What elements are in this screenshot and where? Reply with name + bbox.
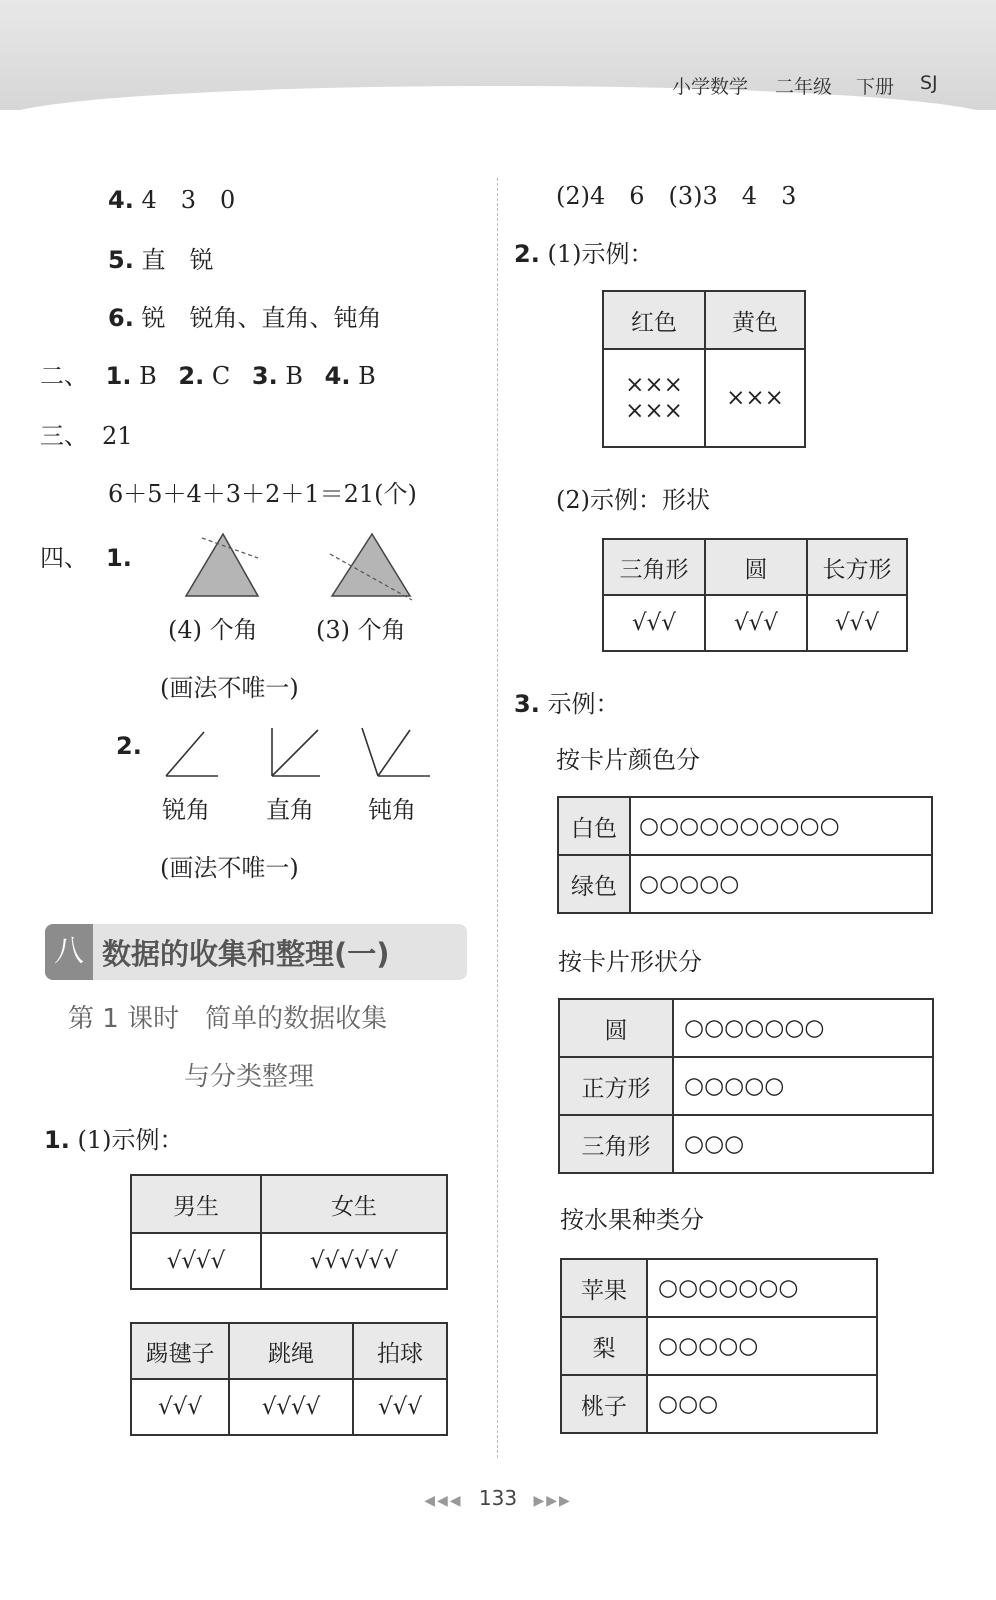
- by-shape-key-3: 三角形: [559, 1115, 673, 1173]
- lesson-title-2: 与分类整理: [184, 1062, 315, 1092]
- by-color-val-2: ○○○○○: [630, 855, 932, 913]
- by-shape-key-1: 圆: [559, 999, 673, 1057]
- angle-label-acute: 锐角: [162, 796, 210, 824]
- triangle-2-label: (3) 个角: [316, 616, 406, 644]
- question-3: 3. 示例：: [514, 690, 620, 718]
- table-by-color: [557, 796, 933, 914]
- by-fruit-key-2: 梨: [561, 1317, 647, 1375]
- gender-header-male: 男生: [131, 1175, 261, 1233]
- by-fruit-title: 按水果种类分: [560, 1206, 704, 1234]
- by-shape-title: 按卡片形状分: [558, 948, 702, 976]
- table-sport: [130, 1322, 448, 1436]
- section-key: 八: [45, 924, 93, 980]
- by-color-key-2: 绿色: [558, 855, 630, 913]
- table-shape: [602, 538, 908, 652]
- table-color: [602, 290, 806, 448]
- question-2-2: (2)示例：形状: [556, 486, 710, 514]
- by-fruit-key-3: 桃子: [561, 1375, 647, 1433]
- header-grade: 二年级: [775, 76, 833, 98]
- sport-header-2: 跳绳: [229, 1323, 353, 1379]
- right-top-answers: (2)4 6 (3)3 4 3: [556, 182, 797, 210]
- angles-figure: [160, 724, 440, 784]
- note-1: (画法不唯一): [160, 674, 299, 702]
- right-ray-3: [272, 730, 318, 776]
- by-fruit-key-1: 苹果: [561, 1259, 647, 1317]
- prev-arrows-icon: ◀◀◀: [424, 1493, 463, 1509]
- column-divider: [497, 178, 498, 1458]
- obtuse-ray-3: [378, 730, 410, 776]
- by-shape-val-3: ○○○: [673, 1115, 933, 1173]
- sport-cell-3: √√√: [353, 1379, 447, 1435]
- question-2: 2. (1)示例：: [514, 240, 654, 268]
- next-arrows-icon: ▶▶▶: [533, 1493, 572, 1509]
- by-shape-val-1: ○○○○○○○: [673, 999, 933, 1057]
- angle-label-right: 直角: [266, 796, 314, 824]
- by-fruit-val-3: ○○○: [647, 1375, 877, 1433]
- shape-cell-2: √√√: [705, 595, 807, 651]
- page-number: 133: [478, 1486, 518, 1510]
- angle-label-obtuse: 钝角: [368, 796, 416, 824]
- shape-header-circle: 圆: [705, 539, 807, 595]
- lesson-title-1: 第 1 课时 简单的数据收集: [68, 1004, 388, 1034]
- section-2: 二、 1. B 2. C 3. B 4. B: [40, 362, 376, 390]
- shape-cell-1: √√√: [603, 595, 705, 651]
- note-2: (画法不唯一): [160, 854, 299, 882]
- by-fruit-val-1: ○○○○○○○: [647, 1259, 877, 1317]
- table-gender: [130, 1174, 448, 1290]
- question-1: 1. (1)示例：: [44, 1126, 184, 1154]
- by-color-title: 按卡片颜色分: [556, 746, 700, 774]
- section-title: 数据的收集和整理(一): [102, 937, 390, 971]
- color-cell-yellow: ×××: [705, 349, 805, 447]
- obtuse-ray-2: [362, 728, 378, 776]
- triangle-1-label: (4) 个角: [168, 616, 258, 644]
- header-subject: 小学数学: [672, 76, 749, 98]
- by-color-key-1: 白色: [558, 797, 630, 855]
- section-3-formula: 6＋5＋4＋3＋2＋1＝21(个): [108, 480, 417, 508]
- sport-cell-2: √√√√: [229, 1379, 353, 1435]
- triangle-1: [186, 534, 258, 596]
- acute-ray-2: [166, 732, 204, 776]
- header-edition: SJ: [920, 72, 938, 94]
- answer-4: 4. 4 3 0: [108, 186, 236, 214]
- table-by-shape: [558, 998, 934, 1174]
- gender-header-female: 女生: [261, 1175, 447, 1233]
- by-fruit-val-2: ○○○○○: [647, 1317, 877, 1375]
- table-by-fruit: [560, 1258, 878, 1434]
- sport-cell-1: √√√: [131, 1379, 229, 1435]
- sport-header-3: 拍球: [353, 1323, 447, 1379]
- triangle-2: [332, 534, 410, 596]
- by-color-val-1: ○○○○○○○○○○: [630, 797, 932, 855]
- color-cell-red: ××× ×××: [603, 349, 705, 447]
- shape-header-rectangle: 长方形: [807, 539, 907, 595]
- gender-cell-female: √√√√√√: [261, 1233, 447, 1289]
- section-3: 三、 21: [40, 422, 133, 450]
- answer-6: 6. 锐 锐角、直角、钝角: [108, 304, 382, 332]
- by-shape-key-2: 正方形: [559, 1057, 673, 1115]
- shape-cell-3: √√√: [807, 595, 907, 651]
- triangles-figure: [180, 530, 440, 602]
- page-footer: [0, 1486, 996, 1510]
- header-curve: [0, 86, 996, 146]
- answer-5: 5. 直 锐: [108, 246, 214, 274]
- color-header-yellow: 黄色: [705, 291, 805, 349]
- question-4-2: 2.: [116, 732, 142, 760]
- sport-header-1: 踢毽子: [131, 1323, 229, 1379]
- section-4: 四、 1.: [40, 544, 132, 572]
- header-volume: 下册: [856, 76, 895, 98]
- shape-header-triangle: 三角形: [603, 539, 705, 595]
- gender-cell-male: √√√√: [131, 1233, 261, 1289]
- color-header-red: 红色: [603, 291, 705, 349]
- by-shape-val-2: ○○○○○: [673, 1057, 933, 1115]
